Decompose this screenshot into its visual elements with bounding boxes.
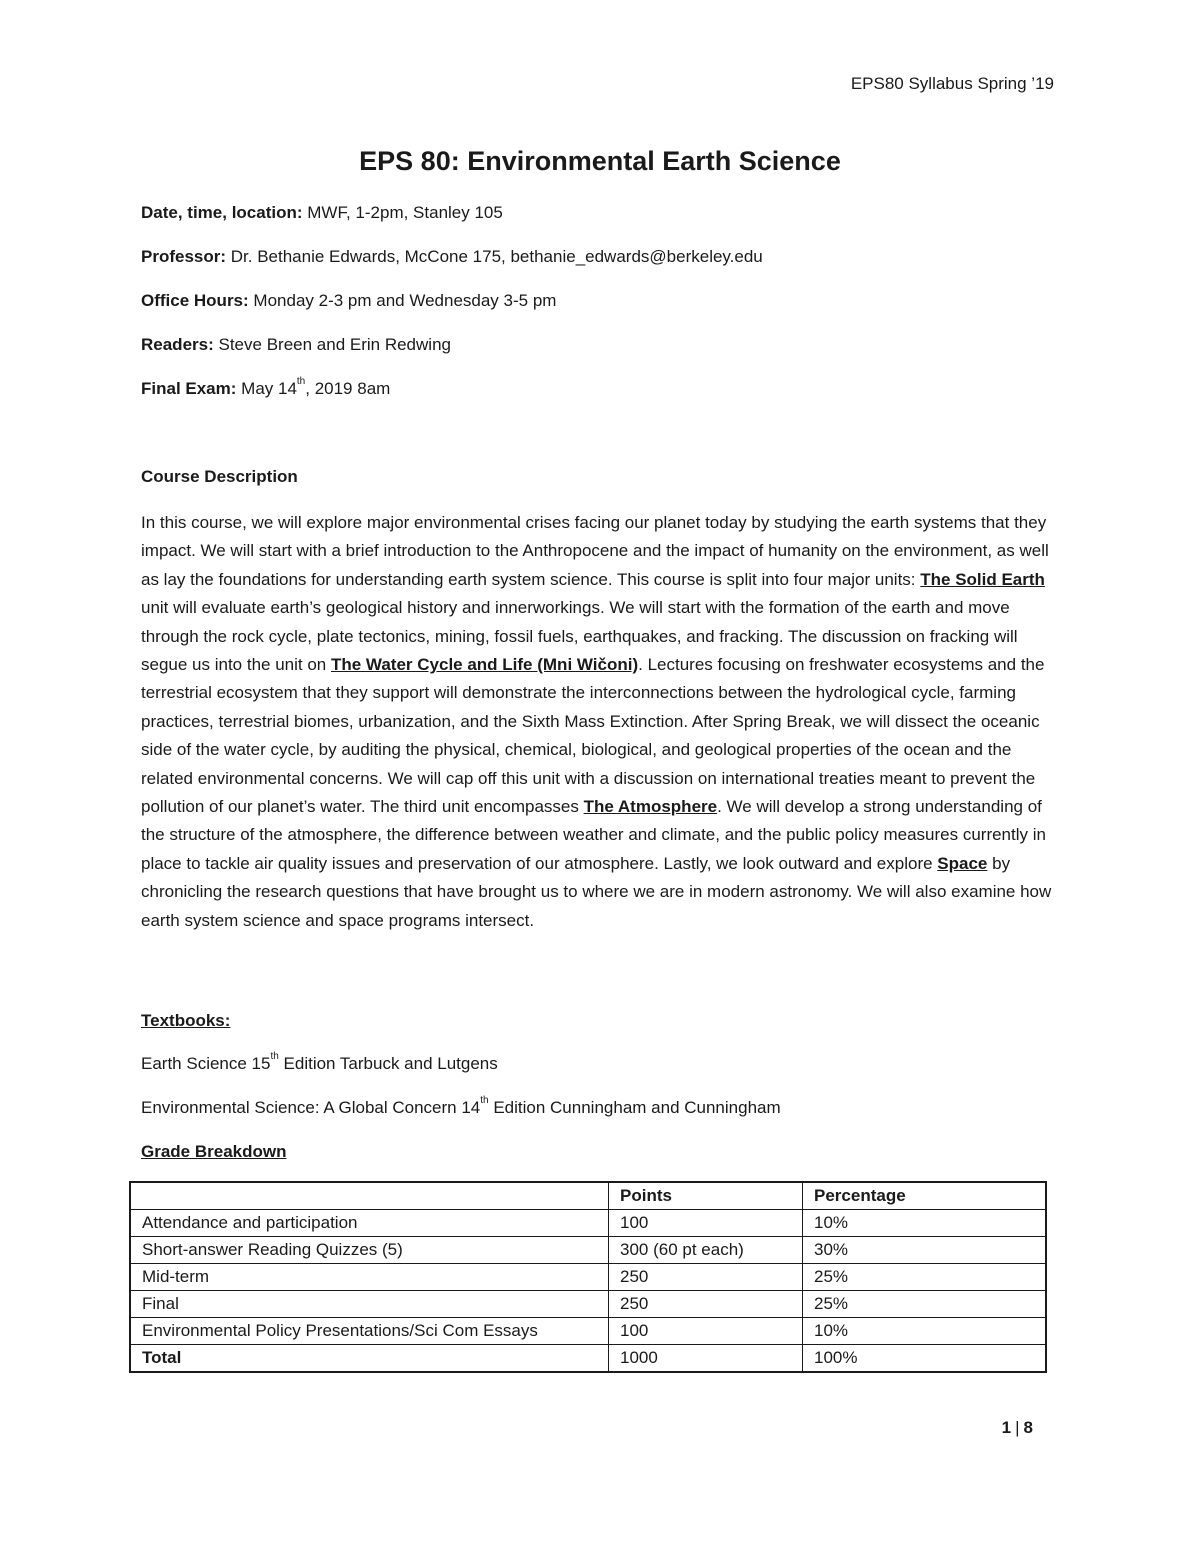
textbook-2-title: Environmental Science: A Global Concern 14	[141, 1098, 481, 1117]
professor-line	[141, 247, 763, 267]
description-text-2: unit will evaluate earth’s geological history and innerworkings. We will start with the formation of the earth and move through the rock cycle, plate tectonics, mining, fossil fuels, earthquakes, and fracking. The discussion on fracking will segue us into the unit on	[141, 598, 1018, 675]
office-hours-value: Monday 2-3 pm and Wednesday 3-5 pm	[253, 291, 557, 310]
running-header: EPS80 Syllabus Spring ’19	[850, 74, 1054, 93]
row-percentage: 25%	[803, 1291, 1047, 1318]
page-total: 8	[1023, 1418, 1033, 1437]
unit-atmosphere: The Atmosphere	[583, 797, 718, 817]
row-item: Environmental Policy Presentations/Sci Com Essays	[130, 1318, 609, 1345]
column-header-percentage: Percentage	[803, 1182, 1047, 1210]
row-points: 250	[609, 1264, 803, 1291]
textbook-1-title: Earth Science 15	[141, 1054, 271, 1073]
final-exam-ordinal: th	[296, 376, 306, 388]
total-points: 1000	[609, 1345, 803, 1373]
final-exam-line	[141, 376, 391, 399]
row-points: 300 (60 pt each)	[609, 1237, 803, 1264]
professor-label: Professor:	[141, 247, 227, 266]
column-header-item	[130, 1182, 609, 1210]
row-percentage: 30%	[803, 1237, 1047, 1264]
readers-value: Steve Breen and Erin Redwing	[218, 335, 451, 354]
table-header-row	[130, 1182, 1046, 1210]
professor-value: Dr. Bethanie Edwards, McCone 175, bethanie_edwards@berkeley.edu	[230, 247, 763, 266]
page-current: 1	[1001, 1418, 1012, 1437]
readers-line	[141, 335, 451, 355]
unit-water-cycle: The Water Cycle and Life (Mni Wičoni)	[330, 655, 639, 675]
table-row	[130, 1264, 1046, 1291]
row-item: Short-answer Reading Quizzes (5)	[130, 1237, 609, 1264]
textbook-2-authors: Edition Cunningham and Cunningham	[488, 1098, 781, 1117]
course-description-heading: Course Description	[141, 467, 298, 486]
description-text-3: . Lectures focusing on freshwater ecosystems and the terrestrial ecosystem that they support will demonstrate the interconnections between the hydrological cycle, farming practices, terrestrial biomes, urbanization, and the Sixth Mass Extinction. After Spring Break, we will dissect the oceanic side of the water cycle, by auditing the physical, chemical, biological, and geological properties of the ocean and the related environmental concerns. We will cap off this unit with a discussion on international treaties meant to prevent the pollution of our planet’s water. The third unit encompasses	[141, 655, 1045, 817]
readers-label: Readers:	[141, 335, 214, 354]
description-text-1: In this course, we will explore major environmental crises facing our planet today by studying the earth systems that they impact. We will start with a brief introduction to the Anthropocene and the impact of humanity on the environment, as well as lay the foundations for understanding earth system science. This course is split into four major units:	[141, 513, 1049, 589]
table-row	[130, 1318, 1046, 1345]
grade-breakdown-table	[129, 1181, 1047, 1373]
course-description-paragraph	[141, 509, 1061, 935]
total-label: Total	[130, 1345, 609, 1373]
textbook-1	[141, 1051, 498, 1074]
datetime-line	[141, 203, 503, 223]
page-number	[1002, 1418, 1033, 1438]
office-hours-line	[141, 291, 556, 311]
row-item: Attendance and participation	[130, 1210, 609, 1237]
final-exam-date: May 14	[241, 379, 297, 398]
table-row	[130, 1210, 1046, 1237]
row-points: 100	[609, 1318, 803, 1345]
table-total-row	[130, 1345, 1046, 1373]
row-item: Final	[130, 1291, 609, 1318]
office-hours-label: Office Hours:	[141, 291, 249, 310]
page-separator: |	[1015, 1418, 1020, 1437]
page-title: EPS 80: Environmental Earth Science	[359, 146, 841, 176]
table-row	[130, 1291, 1046, 1318]
final-exam-time: , 2019 8am	[305, 379, 391, 398]
grade-breakdown-heading: Grade Breakdown	[141, 1142, 287, 1161]
datetime-label: Date, time, location:	[141, 203, 303, 222]
row-percentage: 25%	[803, 1264, 1047, 1291]
textbook-2	[141, 1095, 781, 1118]
row-percentage: 10%	[803, 1210, 1047, 1237]
textbook-2-ordinal: th	[480, 1095, 489, 1107]
description-text-4: . We will develop a strong understanding of the structure of the atmosphere, the difference between weather and climate, and the public policy measures currently in place to tackle air quality issues and preservation of our atmosphere. Lastly, we look outward and explore	[141, 797, 1046, 873]
textbook-1-authors: Edition Tarbuck and Lutgens	[278, 1054, 498, 1073]
row-points: 250	[609, 1291, 803, 1318]
column-header-points: Points	[609, 1182, 803, 1210]
datetime-value: MWF, 1-2pm, Stanley 105	[307, 203, 503, 222]
table-row	[130, 1237, 1046, 1264]
unit-solid-earth: The Solid Earth	[920, 569, 1045, 589]
textbook-1-ordinal: th	[270, 1051, 279, 1063]
textbooks-heading: Textbooks:	[141, 1011, 231, 1030]
row-item: Mid-term	[130, 1264, 609, 1291]
description-text-5: by chronicling the research questions that have brought us to where we are in modern astronomy. We will also examine how earth system science and space programs intersect.	[141, 853, 1052, 930]
row-percentage: 10%	[803, 1318, 1047, 1345]
final-exam-label: Final Exam:	[141, 379, 237, 398]
row-points: 100	[609, 1210, 803, 1237]
unit-space: Space	[937, 853, 988, 873]
total-percentage: 100%	[803, 1345, 1047, 1373]
